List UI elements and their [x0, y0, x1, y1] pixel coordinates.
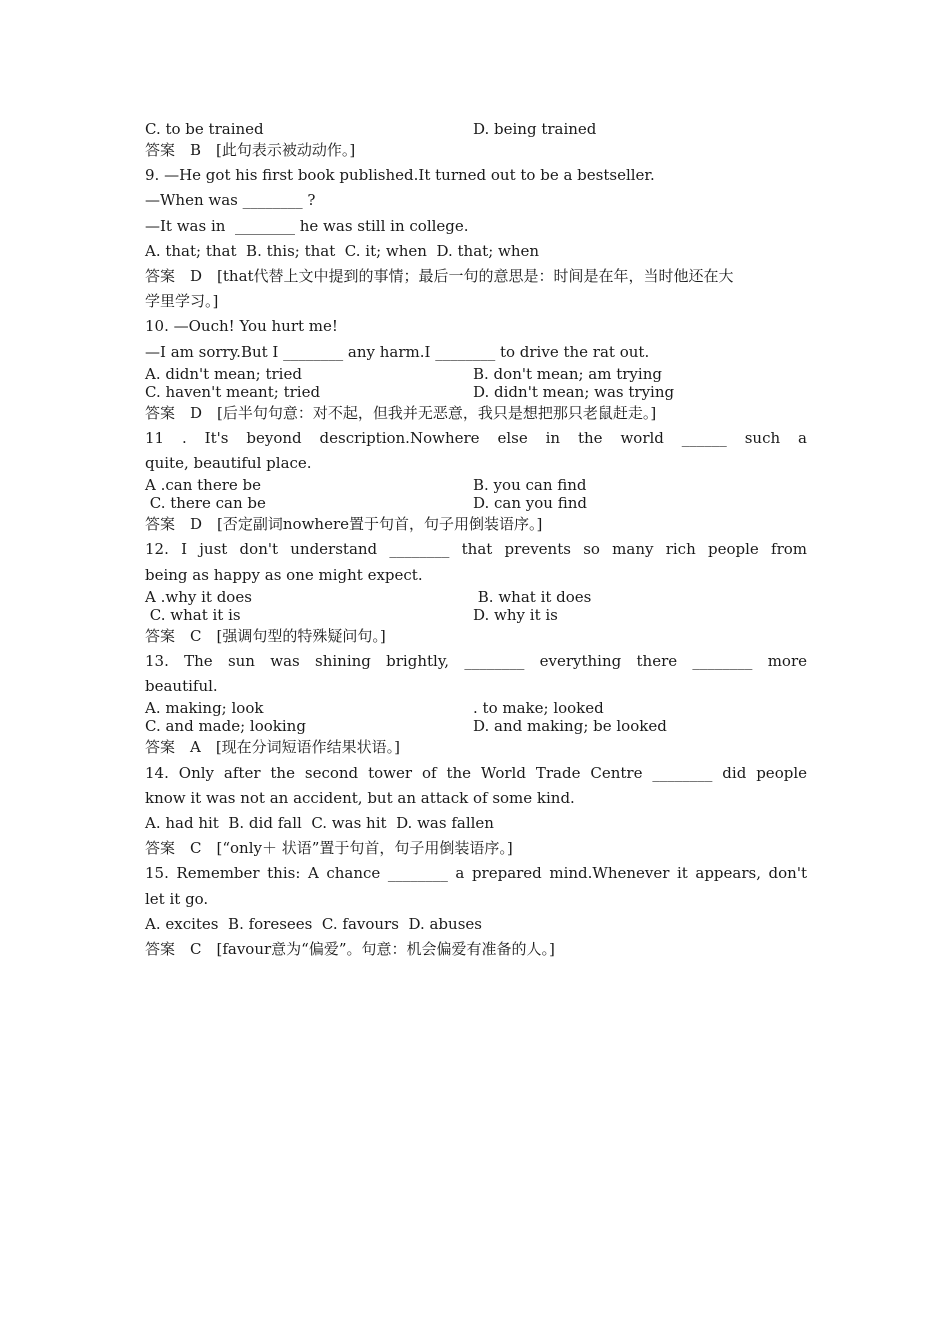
question-11: 11 . It's beyond description.Nowhere else in the world ______ such a	[145, 428, 807, 447]
option-right: D. and making; be looked	[473, 717, 667, 736]
answer-line: 答案 C [“only＋ 状语”置于句首，句子用倒装语序。]	[145, 839, 513, 858]
text-line: beautiful.	[145, 677, 218, 696]
text-line: know it was not an accident, but an attack of some kind.	[145, 788, 575, 807]
answer-line: 答案 A [现在分词短语作结果状语。]	[145, 738, 401, 757]
option-left: C. to be trained	[145, 120, 264, 138]
options-line: A. that; that B. this; that C. it; when D. that; when	[145, 241, 540, 260]
option-row	[145, 494, 807, 512]
answer-line: 答案 C [favour意为“偏爱”。句意：机会偏爱有准备的人。]	[145, 939, 555, 958]
question-14: 14. Only after the second tower of the World Trade Centre ________ did people	[145, 763, 807, 782]
option-row	[145, 699, 807, 717]
answer-line: 答案 D [否定副词nowhere置于句首，句子用倒装语序。]	[145, 515, 543, 534]
question-9: 9. —He got his first book published.It turned out to be a bestseller.	[145, 166, 655, 185]
option-right: B. what it does	[473, 587, 592, 606]
option-left: A. making; look	[145, 699, 264, 718]
option-row	[145, 717, 807, 735]
options-line: A. excites B. foresees C. favours D. abuses	[145, 914, 482, 933]
text-line: —When was ________ ?	[145, 191, 316, 210]
answer-line: 答案 D [后半句句意：对不起，但我并无恶意，我只是想把那只老鼠赶走。]	[145, 403, 657, 422]
text-line: —I am sorry.But I ________ any harm.I ________ to drive the rat out.	[145, 342, 650, 361]
answer-line: 答案 D [that代替上文中提到的事情；最后一句的意思是：时间是在年，当时他还在大	[145, 266, 734, 285]
question-13: 13. The sun was shining brightly, ________ everything there ________ more	[145, 652, 807, 670]
answer-line-cont: 学里学习。]	[145, 292, 219, 311]
exercise-text	[145, 120, 807, 962]
question-15: 15. Remember this: A chance ________ a prepared mind.Whenever it appears, don't	[145, 864, 807, 883]
option-row	[145, 606, 807, 624]
option-right: D. can you find	[473, 494, 588, 513]
option-right: B. don't mean; am trying	[473, 364, 662, 383]
question-10: 10. —Ouch! You hurt me!	[145, 317, 338, 336]
option-left: C. haven't meant; tried	[145, 382, 321, 401]
option-left: C. and made; looking	[145, 717, 306, 736]
option-row	[145, 365, 807, 383]
option-right: D. didn't mean; was trying	[473, 382, 675, 401]
option-right: B. you can find	[473, 476, 587, 495]
text-line: quite, beautiful place.	[145, 454, 312, 473]
option-right: D. why it is	[473, 605, 558, 624]
option-row	[145, 476, 807, 494]
text-line: let it go.	[145, 889, 209, 908]
option-row	[145, 383, 807, 401]
option-right: D. being trained	[473, 120, 597, 138]
answer-line: 答案 B [此句表示被动动作。]	[145, 141, 356, 159]
question-12: 12. I just don't understand ________ that prevents so many rich people from	[145, 540, 807, 559]
option-left: C. what it is	[145, 605, 241, 624]
option-left: A .can there be	[145, 476, 262, 495]
option-right: . to make; looked	[473, 699, 604, 718]
options-line: A. had hit B. did fall C. was hit D. was fallen	[145, 813, 494, 832]
text-line: being as happy as one might expect.	[145, 565, 423, 584]
option-left: A .why it does	[145, 587, 252, 606]
text-line: —It was in ________ he was still in college.	[145, 216, 469, 235]
option-left: C. there can be	[145, 494, 266, 513]
answer-line: 答案 C [强调句型的特殊疑问句。]	[145, 626, 386, 645]
option-left: A. didn't mean; tried	[145, 364, 302, 383]
option-row	[145, 588, 807, 606]
option-row	[145, 120, 807, 138]
